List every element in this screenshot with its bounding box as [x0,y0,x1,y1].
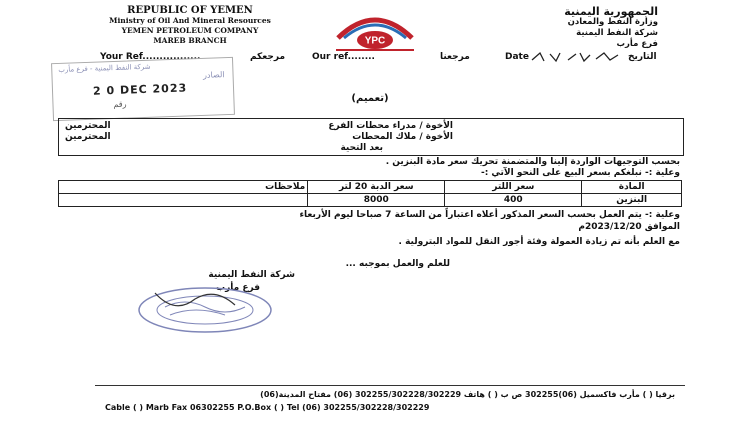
body-paragraph-2: وعلية :- نبلغكم بسعر البيع على النحو الآتي :- [480,168,680,178]
footer-english: Cable ( ) Marb Fax 06302255 P.O.Box ( ) Tel (06) 302255/302228/302229 [105,403,430,412]
table-row [59,194,682,207]
date-label: Date [505,52,529,62]
signature-line-2: فرع مأرب [216,283,260,293]
body-paragraph-3: وعلية :- يتم العمل بحسب السعر المذكور أعلاه اعتباراً من الساعة 7 صباحا ليوم الأربعاء [299,210,680,220]
table-header: المادة [582,181,682,194]
table-cell: البنزين [582,194,682,207]
circular-title: (تعميم) [351,93,389,104]
table-cell: 8000 [308,194,445,207]
body-paragraph-5: مع العلم بأنه تم زيادة العمولة وفئة أجور النقل للمواد البترولية . [398,237,680,247]
letterhead-ar-line-3: شركة النفط اليمنية [576,28,658,38]
english-letterhead [60,6,320,46]
addressee-box [58,118,684,156]
stamp-line-2: الصادر [202,70,225,80]
addressee-line-2: الأخوة / ملاك المحطات [352,132,453,142]
letterhead-ar-line-4: فرع مأرب [616,39,658,49]
arabic-letterhead [488,6,658,50]
our-ref-ar: مرجعنا [440,52,470,62]
addressee-line-1: الأخوة / مدراء محطات الفرع [328,121,453,131]
date-label-ar: التاريخ [628,52,657,62]
handwritten-date [530,50,625,64]
stamp-date: 2 0 DEC 2023 [92,81,188,98]
table-header: سعر الدبة 20 لتر [308,181,445,194]
logo-text: YPC [364,35,386,47]
stamp-number: رقم [113,99,127,110]
footer-arabic: برقيا ( ) مأرب فاكسميل (06)302255 ص ب ( ) هاتف 302255/302228/302229 (06) مفتاح المدينة(06) [260,390,675,399]
letterhead-en-line-4: MAREB BRANCH [153,36,227,45]
table-header-row [59,181,682,194]
signature-line-1: شركة النفط اليمنية [208,270,295,280]
stamp-line-1: شركة النفط اليمنية - فرع مأرب [58,62,151,74]
greeting: بعد التحية [340,143,383,153]
table-header: سعر اللتر [445,181,582,194]
table-cell: 400 [445,194,582,207]
price-table [58,180,682,207]
table-cell [59,194,308,207]
letterhead-ar-line-2: وزارة النفط والمعادن [567,17,658,27]
outgoing-stamp [51,57,235,121]
ypc-logo [330,8,420,54]
letterhead-ar-line-1: الجمهورية اليمنية [564,5,658,18]
our-ref: Our ref........ [312,52,375,62]
addressee-honorific-2: المحترمين [65,132,111,142]
your-ref-ar: مرجعكم [250,52,286,62]
closing-line: للعلم والعمل بموجبه ... [345,259,450,269]
table-header: ملاحظات [59,181,308,194]
body-paragraph-1: بحسب التوجيهات الواردة إلينا والمتضمنة تحريك سعر مادة البنزين . [385,157,680,167]
letterhead-en-line-3: YEMEN PETROLEUM COMPANY [121,26,259,35]
body-paragraph-4: الموافق 2023/12/20م [578,222,680,232]
letterhead-en-line-1: REPUBLIC OF YEMEN [127,5,253,16]
footer-divider [95,385,685,386]
official-seal [135,285,275,335]
your-ref: Your Ref................. [100,52,201,62]
letterhead-en-line-2: Ministry of Oil And Mineral Resources [109,16,271,25]
addressee-honorific-1: المحترمين [65,121,111,131]
